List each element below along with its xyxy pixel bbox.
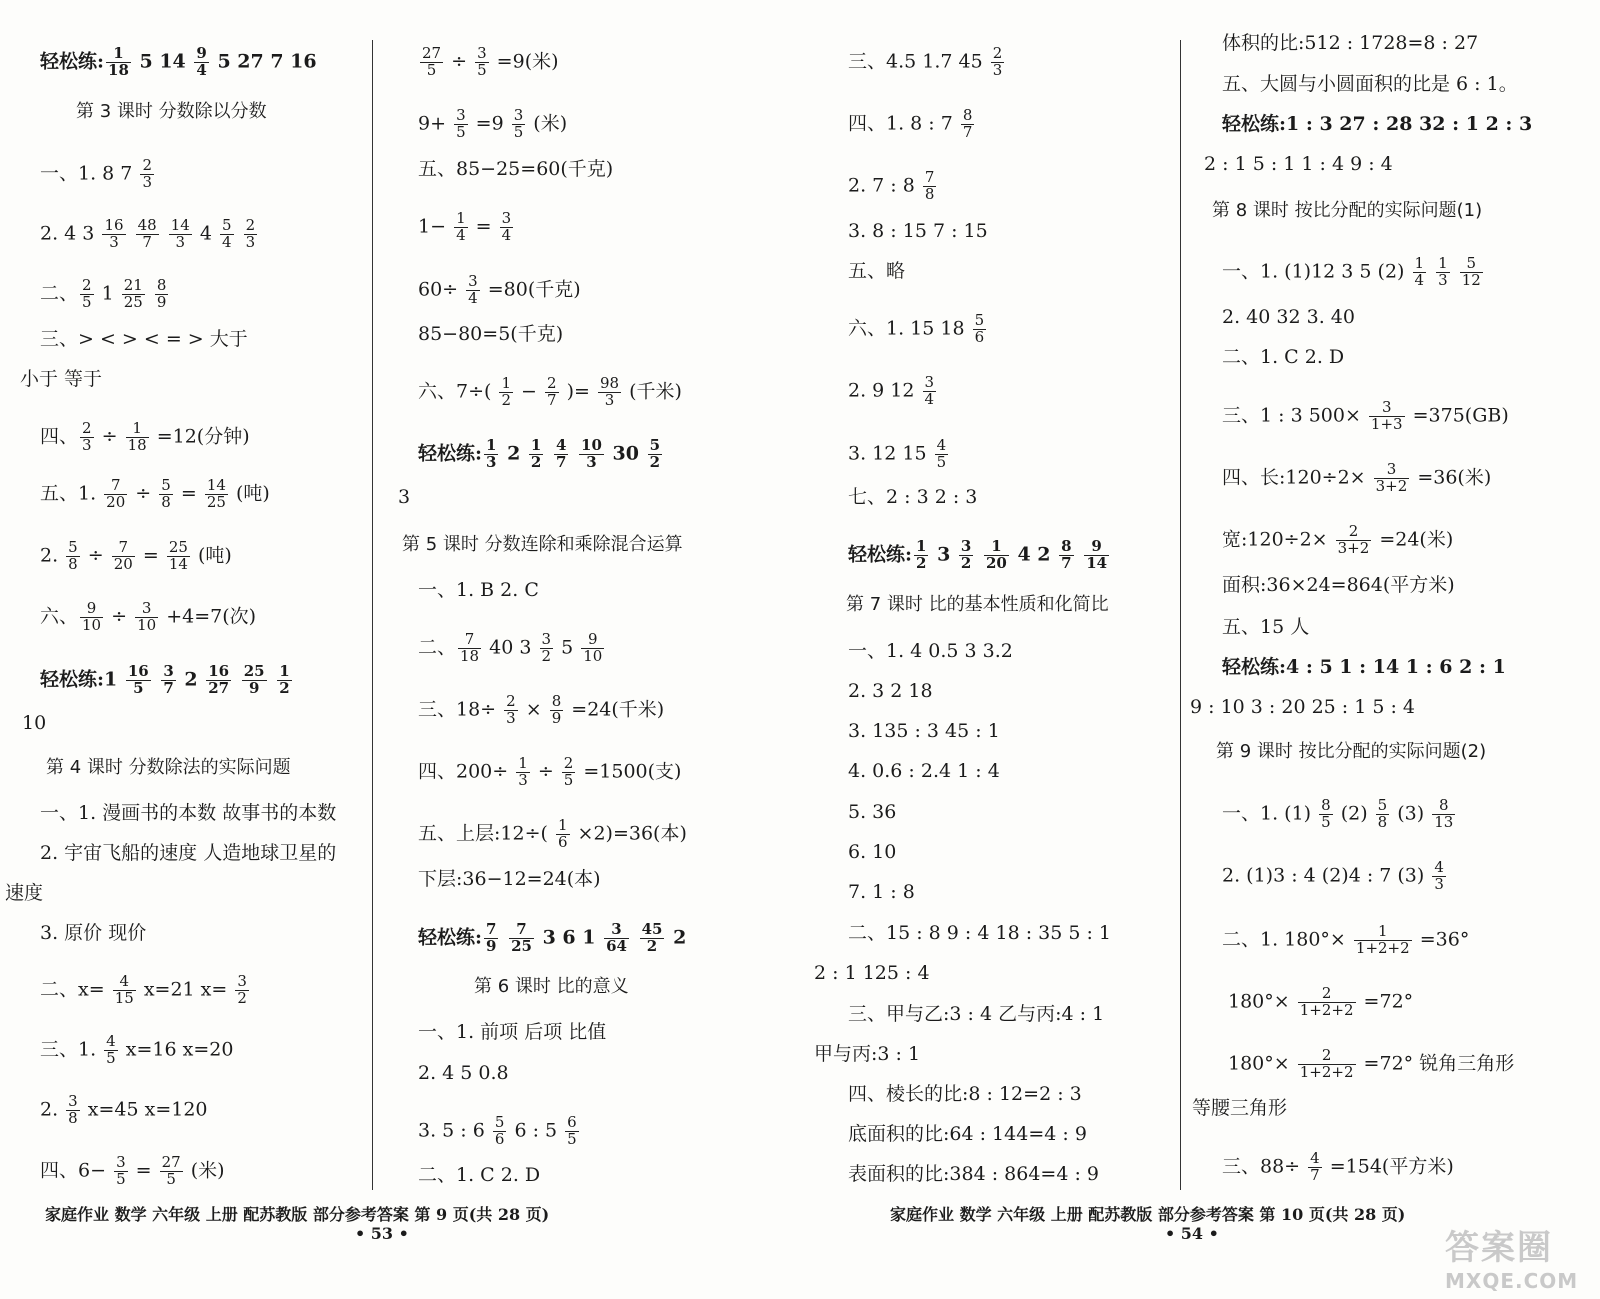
answer-line: 等腰三角形 [1192,1097,1288,1119]
practice-answer-line: 轻松练:4 : 5 1 : 14 1 : 6 2 : 1 [1222,656,1506,678]
fraction: $\frac{6}{5}$ [567,1113,577,1148]
answer-line: 四、棱长的比:8 : 12=2 : 3 [848,1083,1082,1105]
answer-line: 2. 4 5 0.8 [418,1062,509,1084]
footer-left: 家庭作业 数学 六年级 上册 配苏教版 部分参考答案 第 9 页(共 28 页) [45,1205,550,1224]
answer-line: 一、1. 前项 后项 比值 [418,1021,607,1043]
answer-line: 9 : 10 3 : 20 25 : 1 5 : 4 [1190,696,1416,718]
answer-line: 二、x= $\frac{4}{15}$ x=21 x= $\frac{3}{2}$ [40,972,247,1007]
fraction: $\frac{5}{2}$ [649,436,661,471]
fraction: $\frac{1}{2}$ [916,537,927,572]
fraction: $\frac{9}{10}$ [82,599,102,634]
answer-line: 底面积的比:64 : 144=4 : 9 [848,1123,1087,1145]
fraction: $\frac{16}{27}$ [208,662,230,697]
answer-line: 体积的比:512 : 1728=8 : 27 [1222,32,1479,54]
answer-line: 二、15 : 8 9 : 4 18 : 35 5 : 1 [848,922,1112,944]
answer-line: 六、7÷( $\frac{1}{2}$ − $\frac{2}{7}$ )= $\frac{98}{3}$ (千米) [418,374,682,409]
fraction: $\frac{7}{20}$ [113,538,133,573]
answer-line: 3. 8 : 15 7 : 15 [848,220,988,242]
fraction: $\frac{45}{2}$ [641,920,663,955]
answer-line: 三、> < > < = > 大于 [40,328,248,350]
fraction: $\frac{3}{4}$ [468,272,478,307]
fraction: $\frac{2}{5}$ [82,276,92,311]
lesson-heading: 第 4 课时 分数除法的实际问题 [46,757,291,778]
fraction: $\frac{14}{25}$ [206,476,226,511]
answer-line: 二、1. C 2. D [1222,346,1345,368]
fraction: $\frac{4}{7}$ [555,436,567,471]
fraction: $\frac{8}{13}$ [1434,796,1454,831]
fraction: $\frac{21}{25}$ [123,276,143,311]
answer-line: 五、85−25=60(千克) [418,158,614,180]
answer-line: 4. 0.6 : 2.4 1 : 4 [848,760,1000,782]
answer-line: 五、15 人 [1222,616,1310,638]
fraction: $\frac{4}{15}$ [114,972,134,1007]
answer-line: 7. 1 : 8 [848,881,915,903]
fraction: $\frac{7}{8}$ [924,168,935,203]
fraction: $\frac{2}{1+2+2}$ [1299,1046,1354,1081]
answer-line: 2. $\frac{3}{8}$ x=45 x=120 [40,1092,208,1127]
answer-line: 一、1. B 2. C [418,579,539,601]
fraction: $\frac{1}{3}$ [518,754,528,789]
answer-line: 三、4.5 1.7 45 $\frac{2}{3}$ [848,44,1003,79]
answer-line: 四、6− $\frac{3}{5}$ = $\frac{27}{5}$ (米) [40,1153,225,1188]
fraction: $\frac{3}{7}$ [163,662,174,697]
answer-line: 二、1. C 2. D [418,1164,541,1186]
fraction: $\frac{3}{5}$ [513,106,524,141]
fraction: $\frac{9}{10}$ [583,630,603,665]
fraction: $\frac{5}{8}$ [68,538,78,573]
lesson-heading: 第 9 课时 按比分配的实际问题(2) [1216,741,1487,762]
fraction: $\frac{8}{7}$ [1061,537,1072,572]
answer-line: 2 : 1 5 : 1 1 : 4 9 : 4 [1204,153,1393,175]
fraction: $\frac{5}{8}$ [1377,796,1388,831]
fraction: $\frac{1}{2}$ [279,662,290,697]
fraction: $\frac{8}{9}$ [551,692,562,727]
fraction: $\frac{9}{4}$ [196,44,207,79]
answer-line: $\frac{27}{5}$ ÷ $\frac{3}{5}$ =9(米) [422,44,559,79]
answer-line: 四、1. 8 : 7 $\frac{8}{7}$ [848,106,973,141]
fraction: $\frac{8}{9}$ [156,276,167,311]
fraction: $\frac{3}{1+3}$ [1370,398,1403,433]
fraction: $\frac{1}{3}$ [1438,254,1448,289]
answer-line: 七、2 : 3 2 : 3 [848,486,978,508]
fraction: $\frac{3}{4}$ [924,373,935,408]
answer-line: 2. $\frac{5}{8}$ ÷ $\frac{7}{20}$ = $\frac{25}{14}$ (吨) [40,538,232,573]
fraction: $\frac{3}{2}$ [237,972,247,1007]
footer-right: 家庭作业 数学 六年级 上册 配苏教版 部分参考答案 第 10 页(共 28 页) [890,1205,1406,1224]
fraction: $\frac{27}{5}$ [422,44,442,79]
answer-line: 3. 原价 现价 [40,922,147,944]
answer-line: 2. 宇宙飞船的速度 人造地球卫星的 [40,842,337,864]
answer-line: 五、略 [848,260,906,282]
answer-line: 四、长:120÷2× $\frac{3}{3+2}$ =36(米) [1222,460,1492,495]
column-divider [1180,40,1181,1190]
answer-line: 2. 3 2 18 [848,680,933,702]
fraction: $\frac{3}{10}$ [137,599,157,634]
answer-line: 三、1. $\frac{4}{5}$ x=16 x=20 [40,1032,234,1067]
practice-answer-line: 轻松练: $\frac{1}{3}$ 2 $\frac{1}{2}$ $\frac{4}{7}$ $\frac{10}{3}$ 30 $\frac{5}{2}$ [418,436,661,471]
lesson-heading: 第 5 课时 分数连除和乘除混合运算 [402,534,683,555]
fraction: $\frac{3}{64}$ [606,920,627,955]
answer-line: 60÷ $\frac{3}{4}$ =80(千克) [418,272,581,307]
answer-line: 3. 12 15 $\frac{4}{5}$ [848,436,947,471]
page-number-left: • 53 • [355,1224,409,1243]
answer-line: 10 [22,712,47,734]
practice-answer-line: 轻松练:1 : 3 27 : 28 32 : 1 2 : 3 [1222,113,1533,135]
answer-line: 一、1. 漫画书的本数 故事书的本数 [40,802,337,824]
answer-line: 宽:120÷2× $\frac{2}{3+2}$ =24(米) [1222,522,1454,557]
fraction: $\frac{16}{5}$ [127,662,149,697]
answer-line: 三、1 : 3 500× $\frac{3}{1+3}$ =375(GB) [1222,398,1509,433]
fraction: $\frac{2}{3+2}$ [1337,522,1370,557]
fraction: $\frac{3}{5}$ [477,44,487,79]
answer-line: 面积:36×24=864(平方米) [1222,574,1455,596]
answer-line: 五、上层:12÷( $\frac{1}{6}$ ×2)=36(本) [418,816,687,851]
answer-line: 五、1. $\frac{7}{20}$ ÷ $\frac{5}{8}$ = $\frac{14}{25}$ (吨) [40,476,270,511]
answer-line: 85−80=5(千克) [418,323,564,345]
fraction: $\frac{5}{6}$ [494,1113,505,1148]
fraction: $\frac{4}{7}$ [1310,1149,1320,1184]
fraction: $\frac{2}{5}$ [563,754,574,789]
fraction: $\frac{16}{3}$ [104,216,124,251]
watermark-text: 答案圈 [1445,1228,1553,1268]
answer-line: 三、甲与乙:3 : 4 乙与丙:4 : 1 [848,1003,1105,1025]
fraction: $\frac{4}{5}$ [106,1032,116,1067]
answer-line: 3 [398,486,411,508]
fraction: $\frac{3}{4}$ [501,209,512,244]
answer-line: 3. 5 : 6 $\frac{5}{6}$ 6 : 5 $\frac{6}{5}$ [418,1113,577,1148]
fraction: $\frac{8}{7}$ [962,106,973,141]
fraction: $\frac{10}{3}$ [581,436,602,471]
answer-line: 下层:36−12=24(本) [418,868,601,890]
fraction: $\frac{1}{2}$ [530,436,542,471]
fraction: $\frac{9}{14}$ [1086,537,1108,572]
answer-line: 2. 4 3 $\frac{16}{3}$ $\frac{48}{7}$ $\frac{14}{3}$ 4 $\frac{5}{4}$ $\frac{2}{3}$ [40,216,256,251]
answer-line: 3. 135 : 3 45 : 1 [848,720,1000,742]
answer-line: 一、1. 4 0.5 3 3.2 [848,640,1013,662]
answer-line: 2. 9 12 $\frac{3}{4}$ [848,373,935,408]
fraction: $\frac{7}{20}$ [106,476,126,511]
fraction: $\frac{3}{3+2}$ [1375,460,1408,495]
fraction: $\frac{25}{14}$ [168,538,188,573]
fraction: $\frac{3}{5}$ [116,1153,126,1188]
fraction: $\frac{1}{20}$ [985,537,1007,572]
fraction: $\frac{5}{12}$ [1461,254,1481,289]
fraction: $\frac{48}{7}$ [137,216,157,251]
practice-answer-line: 轻松练: $\frac{7}{9}$ $\frac{7}{25}$ 3 6 1 $\frac{3}{64}$ $\frac{45}{2}$ 2 [418,920,687,955]
lesson-heading: 第 6 课时 比的意义 [474,976,629,997]
answer-line: 四、 $\frac{2}{3}$ ÷ $\frac{1}{18}$ =12(分钟) [40,419,250,454]
fraction: $\frac{2}{3}$ [506,692,516,727]
page-number-right: • 54 • [1165,1224,1219,1243]
fraction: $\frac{1}{3}$ [486,436,497,471]
fraction: $\frac{2}{1+2+2}$ [1299,984,1354,1019]
fraction: $\frac{3}{2}$ [960,537,972,572]
fraction: $\frac{5}{4}$ [221,216,232,251]
fraction: $\frac{2}{3}$ [142,156,152,191]
fraction: $\frac{27}{5}$ [161,1153,181,1188]
answer-line: 三、88÷ $\frac{4}{7}$ =154(平方米) [1222,1149,1454,1184]
fraction: $\frac{98}{3}$ [599,374,620,409]
fraction: $\frac{25}{9}$ [243,662,265,697]
fraction: $\frac{1}{4}$ [1414,254,1425,289]
lesson-heading: 第 7 课时 比的基本性质和化简比 [846,594,1109,615]
answer-line: 180°× $\frac{2}{1+2+2}$ =72° 锐角三角形 [1228,1046,1515,1081]
fraction: $\frac{2}{3}$ [245,216,256,251]
fraction: $\frac{4}{5}$ [936,436,947,471]
answer-line: 9+ $\frac{3}{5}$ =9 $\frac{3}{5}$ (米) [418,106,568,141]
answer-line: 180°× $\frac{2}{1+2+2}$ =72° [1228,984,1414,1019]
answer-line: 六、1. 15 18 $\frac{5}{6}$ [848,311,985,346]
watermark-logo [1445,1220,1595,1293]
answer-line: 六、 $\frac{9}{10}$ ÷ $\frac{3}{10}$ +4=7(次) [40,599,257,634]
answer-line: 一、1. (1) $\frac{8}{5}$ (2) $\frac{5}{8}$ (3) $\frac{8}{13}$ [1222,796,1454,831]
practice-answer-line: 轻松练:1 $\frac{16}{5}$ $\frac{3}{7}$ 2 $\frac{16}{27}$ $\frac{25}{9}$ $\frac{1}{2}$ [40,662,290,697]
answer-line: 5. 36 [848,801,897,823]
fraction: $\frac{1}{6}$ [557,816,568,851]
fraction: $\frac{5}{8}$ [161,476,171,511]
fraction: $\frac{1}{1+2+2}$ [1355,922,1410,957]
fraction: $\frac{5}{6}$ [974,311,985,346]
answer-line: 2 : 1 125 : 4 [814,962,930,984]
fraction: $\frac{1}{18}$ [108,44,129,79]
answer-line: 表面积的比:384 : 864=4 : 9 [848,1163,1099,1185]
fraction: $\frac{2}{7}$ [547,374,557,409]
answer-line: 2. 40 32 3. 40 [1222,306,1355,328]
fraction: $\frac{4}{3}$ [1434,858,1444,893]
answer-line: 一、1. 8 7 $\frac{2}{3}$ [40,156,152,191]
fraction: $\frac{1}{4}$ [456,209,466,244]
answer-line: 二、1. 180°× $\frac{1}{1+2+2}$ =36° [1222,922,1470,957]
answer-line: 小于 等于 [20,368,103,390]
fraction: $\frac{7}{9}$ [486,920,497,955]
fraction: $\frac{3}{2}$ [541,630,552,665]
practice-answer-line: 轻松练: $\frac{1}{18}$ 5 14 $\frac{9}{4}$ 5 27 7 16 [40,44,317,79]
answer-line: 五、大圆与小圆面积的比是 6 : 1。 [1222,73,1518,95]
fraction: $\frac{2}{3}$ [82,419,92,454]
answer-line: 速度 [5,882,44,904]
fraction: $\frac{7}{18}$ [460,630,480,665]
fraction: $\frac{1}{18}$ [127,419,147,454]
answer-line: 二、 $\frac{7}{18}$ 40 3 $\frac{3}{2}$ 5 $\frac{9}{10}$ [418,630,603,665]
column-divider [372,40,373,1190]
answer-line: 2. 7 : 8 $\frac{7}{8}$ [848,168,935,203]
answer-line: 6. 10 [848,841,897,863]
answer-line: 1− $\frac{1}{4}$ = $\frac{3}{4}$ [418,209,512,244]
fraction: $\frac{1}{2}$ [501,374,512,409]
fraction: $\frac{3}{5}$ [456,106,466,141]
watermark-url: MXQE.COM [1445,1269,1579,1293]
answer-line: 2. (1)3 : 4 (2)4 : 7 (3) $\frac{4}{3}$ [1222,858,1444,893]
fraction: $\frac{3}{8}$ [68,1092,78,1127]
answer-line: 一、1. (1)12 3 5 (2) $\frac{1}{4}$ $\frac{1}{3}$ $\frac{5}{12}$ [1222,254,1481,289]
fraction: $\frac{8}{5}$ [1321,796,1331,831]
practice-answer-line: 轻松练: $\frac{1}{2}$ 3 $\frac{3}{2}$ $\frac{1}{20}$ 4 2 $\frac{8}{7}$ $\frac{9}{14}$ [848,537,1108,572]
answer-line: 二、 $\frac{2}{5}$ 1 $\frac{21}{25}$ $\frac{8}{9}$ [40,276,167,311]
lesson-heading: 第 8 课时 按比分配的实际问题(1) [1212,200,1483,221]
fraction: $\frac{7}{25}$ [511,920,532,955]
answer-line: 三、18÷ $\frac{2}{3}$ × $\frac{8}{9}$ =24(千米) [418,692,665,727]
answer-line: 四、200÷ $\frac{1}{3}$ ÷ $\frac{2}{5}$ =1500(支) [418,754,682,789]
lesson-heading: 第 3 课时 分数除以分数 [76,101,267,122]
fraction: $\frac{2}{3}$ [992,44,1003,79]
answer-line: 甲与丙:3 : 1 [814,1043,921,1065]
fraction: $\frac{14}{3}$ [170,216,190,251]
